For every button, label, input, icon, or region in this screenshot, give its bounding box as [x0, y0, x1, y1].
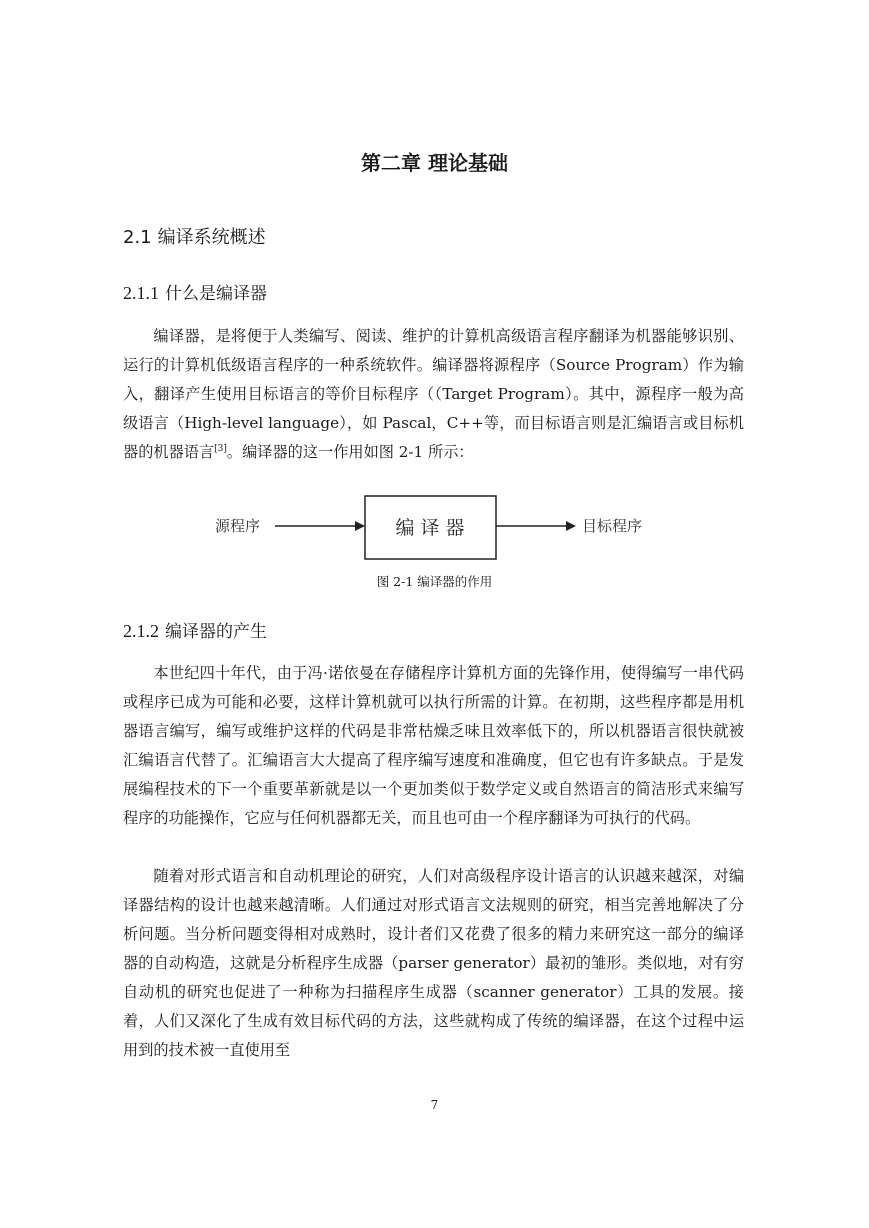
section-title: 编译系统概述 — [157, 227, 266, 248]
subsection-title-1: 什么是编译器 — [165, 284, 267, 304]
figure-caption: 图 2-1 编译器的作用 — [376, 574, 493, 589]
paragraph-1-tail: 。编译器的这一作用如图 2-1 所示： — [226, 443, 474, 461]
output-arrowhead-icon — [566, 521, 576, 531]
section-number: 2.1 — [123, 227, 152, 248]
subsection-heading-1 — [123, 279, 267, 304]
output-label: 目标程序 — [582, 517, 643, 535]
subsection-heading-2 — [123, 617, 267, 642]
chapter-title: 第二章 理论基础 — [361, 151, 508, 175]
input-label: 源程序 — [215, 517, 261, 535]
compiler-diagram — [200, 486, 670, 566]
page-number: 7 — [430, 1098, 439, 1112]
paragraph-compiler-definition — [123, 322, 744, 467]
subsection-number-2: 2.1.2 — [123, 621, 159, 641]
section-heading — [123, 223, 266, 249]
paragraph-compiler-theory: 随着对形式语言和自动机理论的研究，人们对高级程序设计语言的认识越来越深，对编译器结构的设计也越来越清晰。人们通过对形式语言文法规则的研究，相当完善地解决了分析问题。当分析问题变得相对成熟时，设计者们又花费了很多的精力来研究这一部分的编译器的自动构造，这就是分析程序生成器（parser generator）最初的雏形。类似地，对有穷自动机的研究也促进了一种称为扫描程序生成器（scanner generator）工具的发展。接着，人们又深化了生成有效目标代码的方法，这些就构成了传统的编译器，在这个过程中运用到的技术被一直使用至 — [123, 867, 744, 1059]
compiler-box-label: 编 译 器 — [395, 517, 465, 539]
subsection-title-2: 编译器的产生 — [165, 622, 267, 642]
paragraph-1-text: 编译器，是将便于人类编写、阅读、维护的计算机高级语言程序翻译为机器能够识别、运行的计算机低级语言程序的一种系统软件。编译器将源程序（Source Program）作为输入，翻译产生使用目标语言的等价目标程序（（Target Program）。其中，源程序一般为高级语言（High-level language），如 Pascal，C++等，而目标语言则是汇编语言或目标机器的机器语言 — [123, 327, 744, 461]
input-arrowhead-icon — [355, 521, 365, 531]
citation-ref: [3] — [214, 443, 227, 454]
subsection-number-1: 2.1.1 — [123, 283, 159, 303]
paragraph-compiler-origin: 本世纪四十年代，由于冯·诺依曼在存储程序计算机方面的先锋作用，使得编写一串代码或程序已成为可能和必要，这样计算机就可以执行所需的计算。在初期，这些程序都是用机器语言编写，编写或维护这样的代码是非常枯燥乏味且效率低下的，所以机器语言很快就被汇编语言代替了。汇编语言大大提高了程序编写速度和准确度，但它也有许多缺点。于是发展编程技术的下一个重要革新就是以一个更加类似于数学定义或自然语言的简洁形式来编写程序的功能操作，它应与任何机器都无关，而且也可由一个程序翻译为可执行的代码。 — [123, 664, 744, 827]
